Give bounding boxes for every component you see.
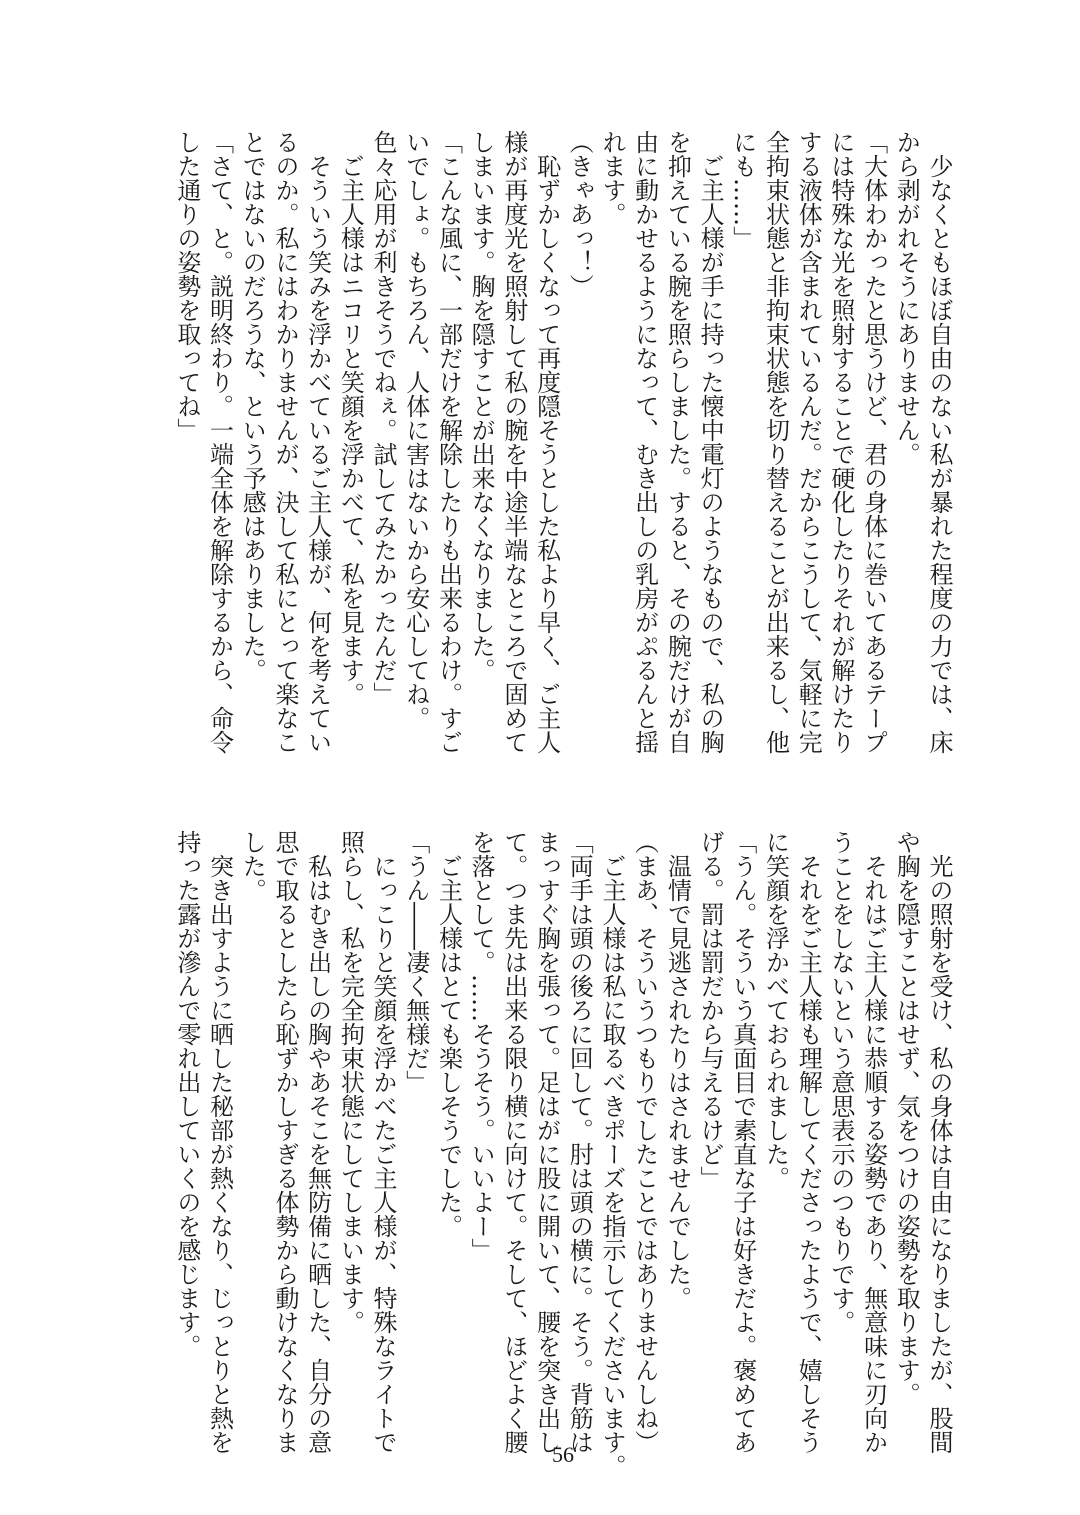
text-line: 恥ずかしくなって再度隠そうとした私より早く、ご主人 — [532, 130, 561, 754]
text-line: にっこりと笑顔を浮かべたご主人様が、特殊なライトで — [369, 830, 398, 1454]
text-line: を落として。……そうそう。いいよー」 — [467, 830, 496, 1262]
text-line: れます。 — [597, 130, 626, 226]
text-line: ご主人様はニコリと笑顔を浮かべて、私を見ます。 — [336, 130, 365, 706]
text-line: 「さて、と。説明終わり。一端全体を解除するから、命令 — [205, 130, 234, 754]
text-line: とではないのだろうな、という予感はありました。 — [238, 130, 267, 682]
text-line: する液体が含まれているんだ。だからこうして、気軽に完 — [794, 130, 823, 754]
text-line: にも……」 — [728, 130, 757, 250]
text-line: 由に動かせるようになって、むき出しの乳房がぷるんと揺 — [630, 130, 659, 754]
text-line: るのか。私にはわかりませんが、決して私にとって楽なこ — [270, 130, 299, 754]
text-line: 「大体わかったと思うけど、君の身体に巻いてあるテープ — [859, 130, 888, 754]
text-line: それはご主人様に恭順する姿勢であり、無意味に刃向か — [859, 830, 888, 1454]
text-line: 「うん。そういう真面目で素直な子は好きだよ。褒めてあ — [728, 830, 757, 1454]
text-line: 思で取るとしたら恥ずかしすぎる体勢から動けなくなりま — [270, 830, 299, 1454]
text-line: に笑顔を浮かべておられました。 — [761, 830, 790, 1190]
upper-text-block — [170, 130, 955, 754]
text-line: 私はむき出しの胸やあそこを無防備に晒した、自分の意 — [303, 830, 332, 1454]
text-line: 色々応用が利きそうでねぇ。試してみたかったんだ」 — [369, 130, 398, 706]
text-line: まっすぐ胸を張って。足はがに股に開いて、腰を突き出し — [532, 830, 561, 1454]
text-line: 「こんな風に、一部だけを解除したりも出来るわけ。すご — [434, 130, 463, 754]
text-line: 少なくともほぼ自由のない私が暴れた程度の力では、床 — [925, 130, 953, 754]
text-line: それをご主人様も理解してくださったようで、嬉しそう — [794, 830, 823, 1454]
text-line: 温情で見逃されたりはされませんでした。 — [663, 830, 692, 1310]
text-line: 様が再度光を照射して私の腕を中途半端なところで固めて — [499, 130, 528, 754]
text-line: うことをしないという意思表示のつもりです。 — [826, 830, 855, 1334]
text-line: げる。罰は罰だから与えるけど」 — [696, 830, 725, 1190]
text-line: から剥がれそうにありません。 — [892, 130, 921, 466]
text-line: いでしょ。もちろん、人体に害はないから安心してね。 — [401, 130, 430, 730]
text-line: には特殊な光を照射することで硬化したりそれが解けたり — [826, 130, 855, 754]
text-line: そういう笑みを浮かべているご主人様が、何を考えてい — [303, 130, 332, 754]
text-line: した。 — [238, 830, 267, 902]
text-line: しまいます。胸を隠すことが出来なくなりました。 — [467, 130, 496, 682]
text-line: 持った露が滲んで零れ出していくのを感じます。 — [172, 830, 201, 1358]
text-line: 「両手は頭の後ろに回して。肘は頭の横に。そう。背筋は — [565, 830, 594, 1454]
text-line: を抑えている腕を照らしました。すると、その腕だけが自 — [663, 130, 692, 754]
text-line: した通りの姿勢を取ってね」 — [172, 130, 201, 442]
text-line: て。つま先は出来る限り横に向けて。そして、ほどよく腰 — [499, 830, 528, 1454]
text-line: や胸を隠すことはせず、気をつけの姿勢を取ります。 — [892, 830, 921, 1406]
text-line: 光の照射を受け、私の身体は自由になりましたが、股間 — [925, 830, 953, 1454]
text-line: （まあ、そういうつもりでしたことではありませんしね） — [630, 830, 659, 1454]
text-line: ご主人様が手に持った懐中電灯のようなもので、私の胸 — [696, 130, 725, 754]
text-line: ご主人様はとても楽しそうでした。 — [434, 830, 463, 1238]
text-line: 全拘束状態と非拘束状態を切り替えることが出来るし、他 — [761, 130, 790, 754]
text-line: 「うん――凄く無様だ」 — [401, 830, 430, 1094]
page-number: 56 — [552, 1442, 574, 1467]
text-line: （きゃあっ！） — [565, 130, 594, 298]
text-line: 突き出すように晒した秘部が熱くなり、じっとりと熱を — [205, 830, 234, 1454]
text-line: ご主人様は私に取るべきポーズを指示してくださいます。 — [597, 830, 626, 1478]
text-line: 照らし、私を完全拘束状態にしてしまいます。 — [336, 830, 365, 1334]
